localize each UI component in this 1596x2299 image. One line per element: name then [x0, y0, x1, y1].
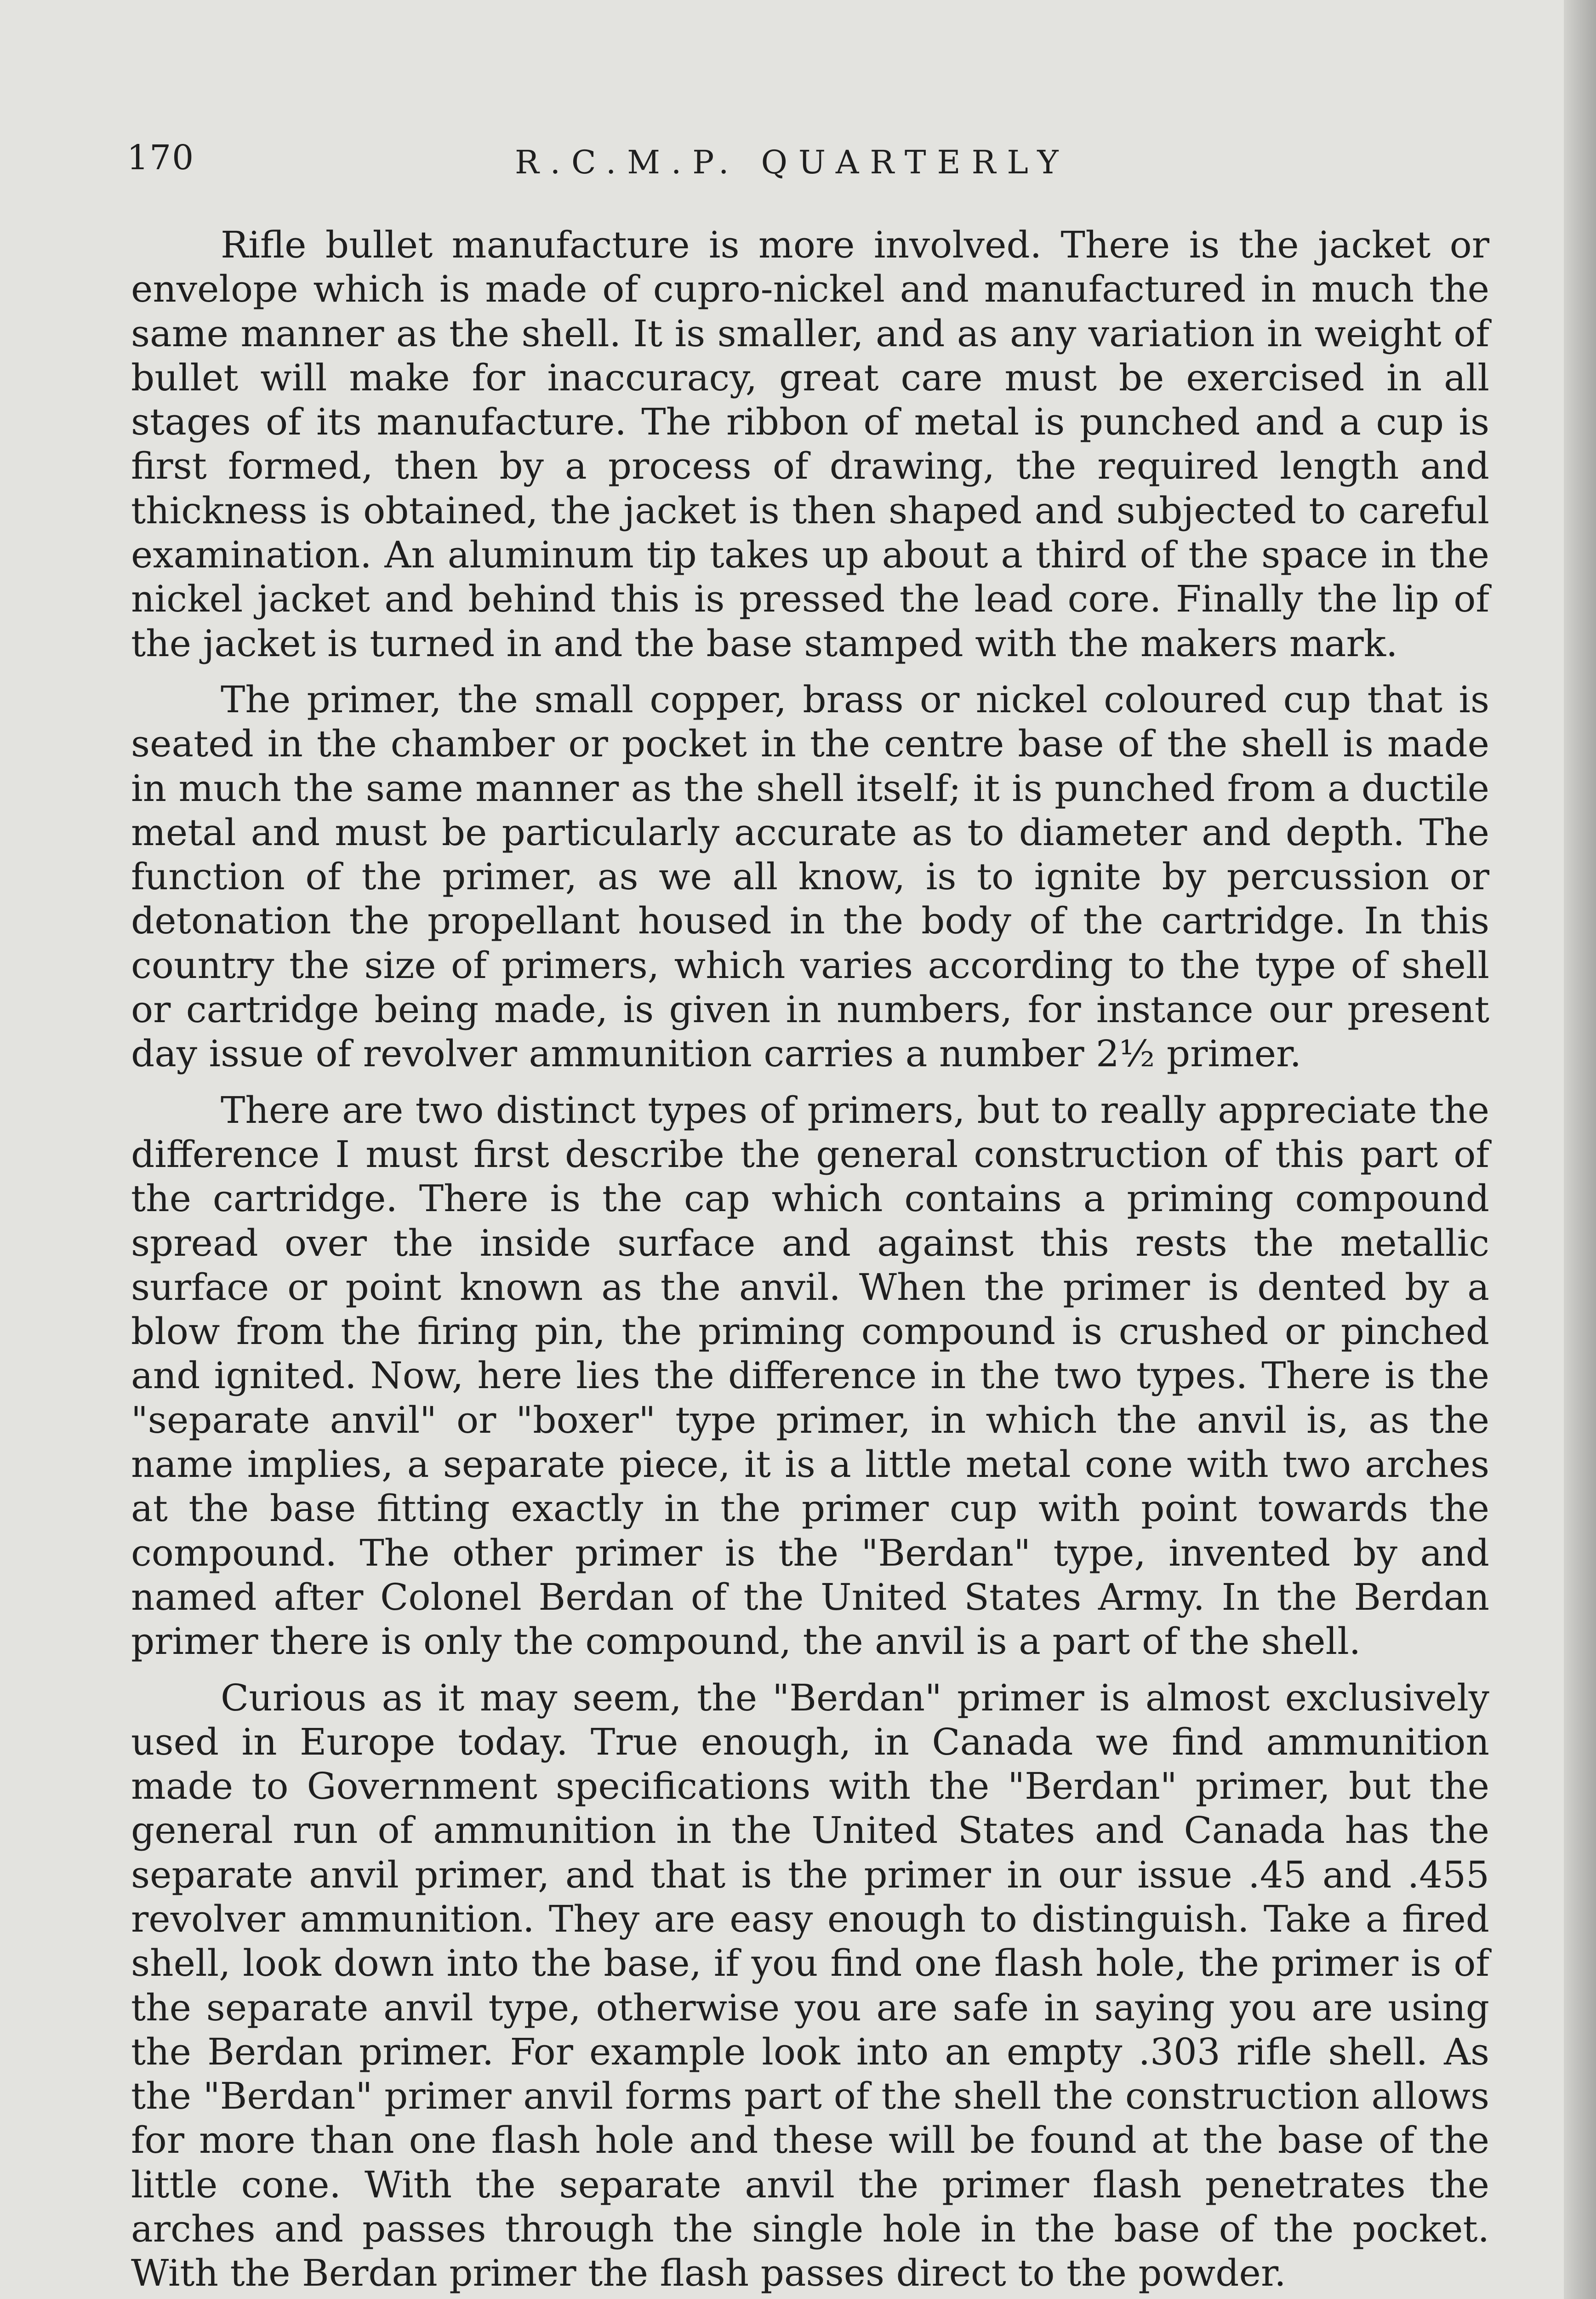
running-head — [120, 133, 1499, 189]
journal-title: R.C.M.P. QUARTERLY — [515, 143, 1070, 181]
page-edge-shadow — [1564, 0, 1596, 2299]
paragraph: The primer, the small copper, brass or nickel coloured cup that is seated in the chamber or pocket in the centre base of the shell is made in much the same manner as the shell itself; it is punched from a ductile metal and must be particularly accurate as to diameter and depth. The function of the primer, as we all know, is to ignite by percussion or detonation the propellant housed in the body of the cartridge. In this country the size of primers, which varies according to the type of shell or cartridge being made, is given in numbers, for instance our present day issue of revolver ammunition carries a number 2½ primer. — [131, 678, 1489, 1075]
body-text — [131, 223, 1489, 2299]
paragraph: Curious as it may seem, the "Berdan" primer is almost exclusively used in Europe today. True enough, in Canada we find ammunition made to Government specifications with the "Berdan" primer, but the general run of ammunition in the United States and Canada has the separate anvil primer, and that is the primer in our issue .45 and .455 revolver ammunition. They are easy enough to distinguish. Take a fired shell, look down into the base, if you find one flash hole, the primer is of the separate anvil type, otherwise you are safe in saying you are using the Berdan primer. For example look into an empty .303 rifle shell. As the "Berdan" primer anvil forms part of the shell the construction allows for more than one flash hole and these will be found at the base of the little cone. With the separate anvil the primer flash penetrates the arches and passes through the single hole in the base of the pocket. With the Berdan primer the flash passes direct to the powder. — [131, 1676, 1489, 2295]
paragraph: There are two distinct types of primers, but to really appreciate the difference I must first describe the general construction of this part of the cartridge. There is the cap which contains a priming compound spread over the inside surface and against this rests the metallic surface or point known as the anvil. When the primer is dented by a blow from the firing pin, the priming compound is crushed or pinched and ignited. Now, here lies the difference in the two types. There is the "separate anvil" or "boxer" type primer, in which the anvil is, as the name implies, a separate piece, it is a little metal cone with two arches at the base fitting exactly in the primer cup with point towards the compound. The other primer is the "Berdan" type, invented by and named after Colonel Berdan of the United States Army. In the Berdan primer there is only the compound, the anvil is a part of the shell. — [131, 1088, 1489, 1663]
page-number: 170 — [127, 138, 195, 177]
paragraph: Rifle bullet manufacture is more involved. There is the jacket or envelope which is made of cupro-nickel and manufactured in much the same manner as the shell. It is smaller, and as any variation in weight of bullet will make for inaccuracy, great care must be exercised in all stages of its manufacture. The ribbon of metal is punched and a cup is first formed, then by a process of drawing, the required length and thickness is obtained, the jacket is then shaped and subjected to careful examination. An aluminum tip takes up about a third of the space in the nickel jacket and behind this is pressed the lead core. Finally the lip of the jacket is turned in and the base stamped with the makers mark. — [131, 223, 1489, 665]
